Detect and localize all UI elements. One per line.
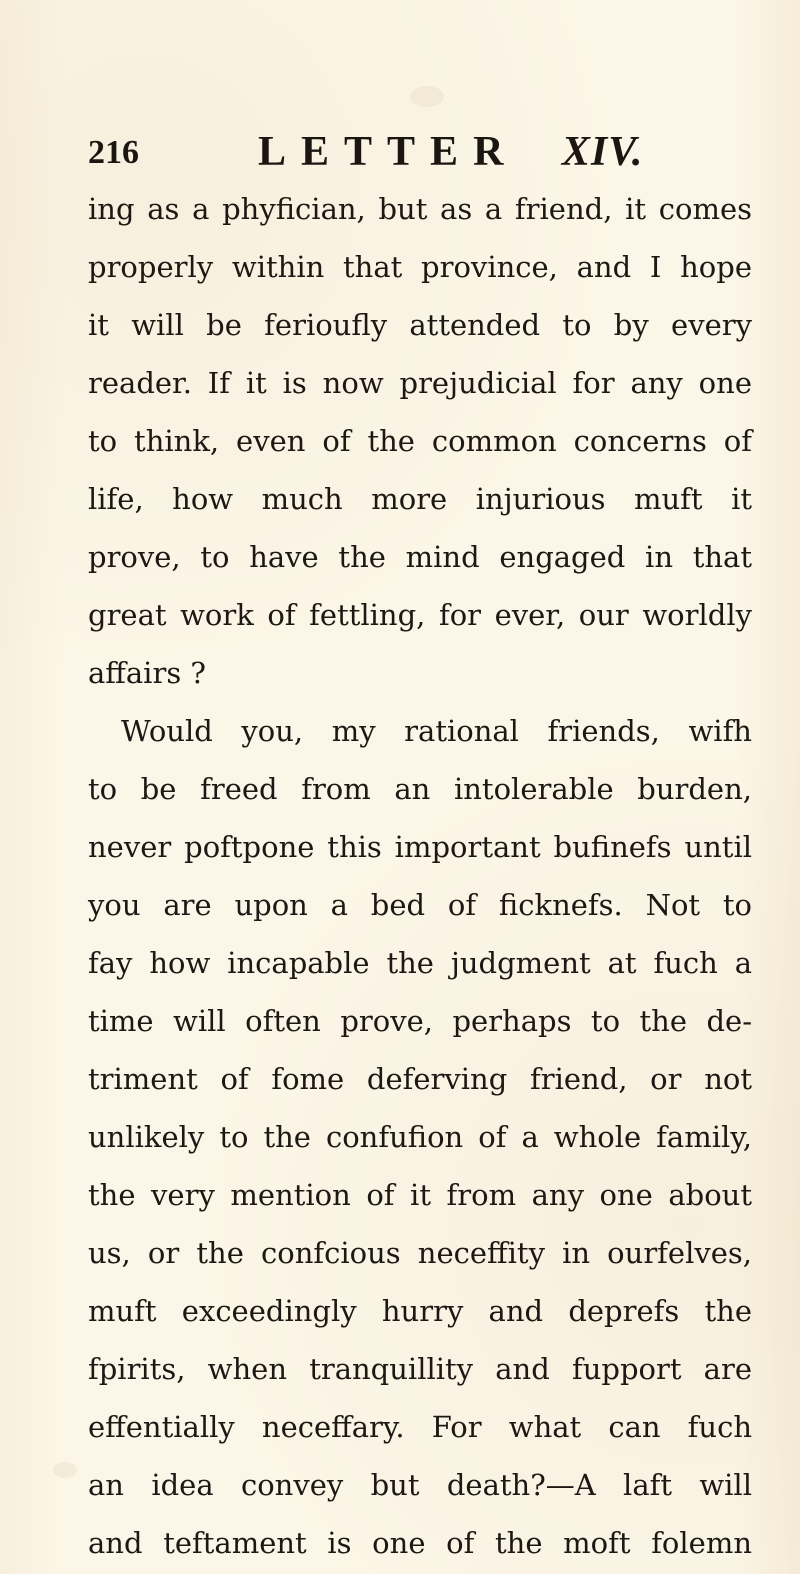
text-line: to be freed from an intolerable burden, [88, 772, 752, 806]
page-header [88, 128, 648, 176]
page-number: 216 [88, 134, 139, 171]
text-line: it will be ferioufly attended to by every [88, 308, 752, 342]
text-line: fay how incapable the judgment at fuch a [88, 946, 752, 980]
body-text [88, 180, 752, 1572]
text-line: an idea convey but death?—A laft will [88, 1468, 752, 1502]
text-line: you are upon a bed of ficknefs. Not to [88, 888, 752, 922]
running-head-title: LETTER [258, 129, 519, 175]
text-line: great work of fettling, for ever, our worldly [88, 598, 752, 632]
running-head-numeral: XIV. [561, 129, 644, 175]
text-line: life, how much more injurious muft it [88, 482, 752, 516]
text-line: affairs ? [88, 656, 206, 690]
running-head [258, 128, 643, 176]
text-line: time will often prove, perhaps to the de- [88, 1004, 752, 1038]
text-line: never poftpone this important bufinefs until [88, 830, 752, 864]
text-line: unlikely to the confufion of a whole family, [88, 1120, 752, 1154]
paper-stain-lower [53, 1462, 77, 1478]
text-line: ing as a phyfician, but as a friend, it comes [88, 192, 752, 226]
text-line: effentially neceffary. For what can fuch [88, 1410, 752, 1444]
text-line: reader. If it is now prejudicial for any one [88, 366, 752, 400]
paper-stain-upper [410, 86, 444, 107]
text-line: us, or the confcious neceffity in ourfelves, [88, 1236, 752, 1270]
text-line: to think, even of the common concerns of [88, 424, 752, 458]
text-line: properly within that province, and I hope [88, 250, 752, 284]
text-line: fpirits, when tranquillity and fupport are [88, 1352, 752, 1386]
text-line: Would you, my rational friends, wifh [121, 714, 752, 748]
text-line: triment of fome deferving friend, or not [88, 1062, 752, 1096]
text-line: muft exceedingly hurry and deprefs the [88, 1294, 752, 1328]
text-line: prove, to have the mind engaged in that [88, 540, 752, 574]
text-line: the very mention of it from any one about [88, 1178, 752, 1212]
text-line: and teftament is one of the moft folemn [88, 1526, 752, 1560]
